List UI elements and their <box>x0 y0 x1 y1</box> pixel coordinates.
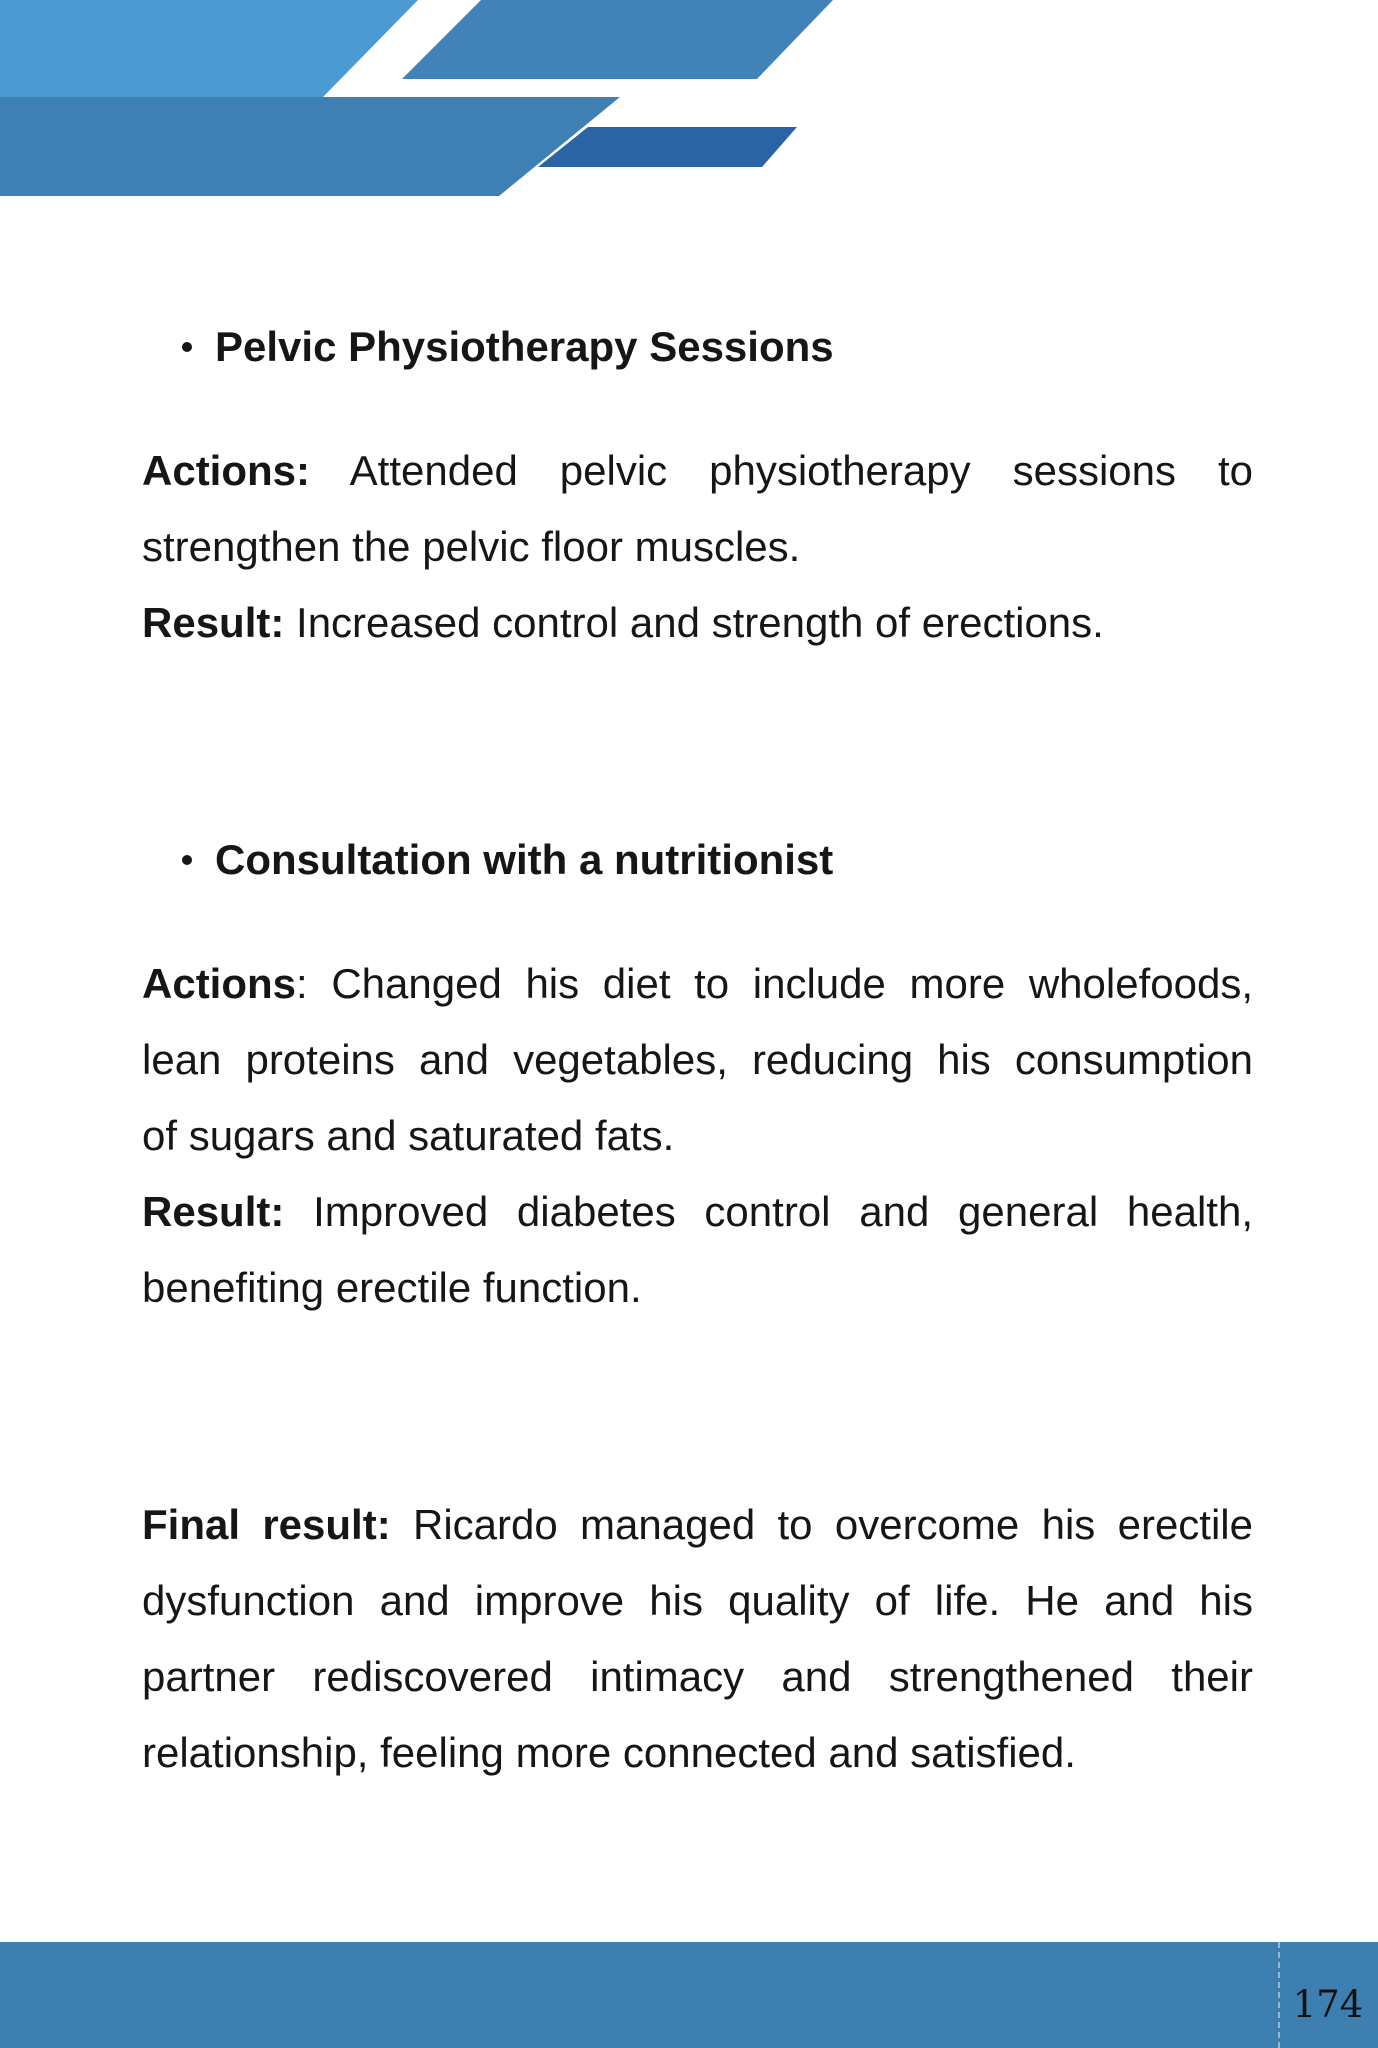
text-line <box>142 1250 1253 1326</box>
text-segment: Attended pelvic physiotherapy sessions to <box>310 447 1253 494</box>
header-shape-light-block-icon <box>0 0 418 97</box>
spacer-line <box>142 661 1253 822</box>
text-line <box>142 1715 1253 1791</box>
text-segment: lean proteins and vegetables, reducing his consumption <box>142 1036 1253 1083</box>
text-segment: partner rediscovered intimacy and strengthened their <box>142 1653 1253 1700</box>
text-segment: of sugars and saturated fats. <box>142 1112 675 1159</box>
header-shape-parallelogram-icon <box>402 0 833 79</box>
footer-bar <box>0 1942 1378 2048</box>
text-segment: : Changed his diet to include more wholefoods, <box>296 960 1253 1007</box>
text-segment: Ricardo managed to overcome his erectile <box>390 1501 1253 1548</box>
text-segment: dysfunction and improve his quality of life. He and his <box>142 1577 1253 1624</box>
bullet-heading-line <box>142 822 1253 898</box>
text-segment: Result: <box>142 1188 285 1235</box>
text-segment: strengthen the pelvic floor muscles. <box>142 523 801 570</box>
page-number: 174 <box>1292 1983 1364 2026</box>
text-segment: Improved diabetes control and general health, <box>284 1188 1253 1235</box>
text-line <box>142 1022 1253 1098</box>
text-segment: Result: <box>142 599 285 646</box>
text-segment: Actions <box>142 960 297 1007</box>
text-line <box>142 585 1253 661</box>
text-line <box>142 433 1253 509</box>
text-segment: Actions: <box>142 447 310 494</box>
text-line <box>142 509 1253 585</box>
text-segment: Pelvic Physiotherapy Sessions <box>215 323 834 370</box>
header-decoration <box>0 0 1378 230</box>
header-shape-dark-parallelogram-icon <box>538 127 797 167</box>
header-shape-band-icon <box>0 97 620 196</box>
text-line <box>142 1174 1253 1250</box>
text-segment: benefiting erectile function. <box>142 1264 642 1311</box>
bullet-icon <box>182 342 192 352</box>
body-text <box>142 309 1253 1791</box>
text-line <box>142 946 1253 1022</box>
text-segment: Final result: <box>142 1501 391 1548</box>
text-segment: relationship, feeling more connected and satisfied. <box>142 1729 1076 1776</box>
text-line <box>142 1487 1253 1563</box>
text-segment: Increased control and strength of erections. <box>284 599 1104 646</box>
text-segment: Consultation with a nutritionist <box>215 836 834 883</box>
text-line <box>142 1639 1253 1715</box>
spacer-line <box>142 1326 1253 1487</box>
bullet-icon <box>182 855 192 865</box>
text-line <box>142 1563 1253 1639</box>
text-line <box>142 1098 1253 1174</box>
bullet-heading-line <box>142 309 1253 385</box>
